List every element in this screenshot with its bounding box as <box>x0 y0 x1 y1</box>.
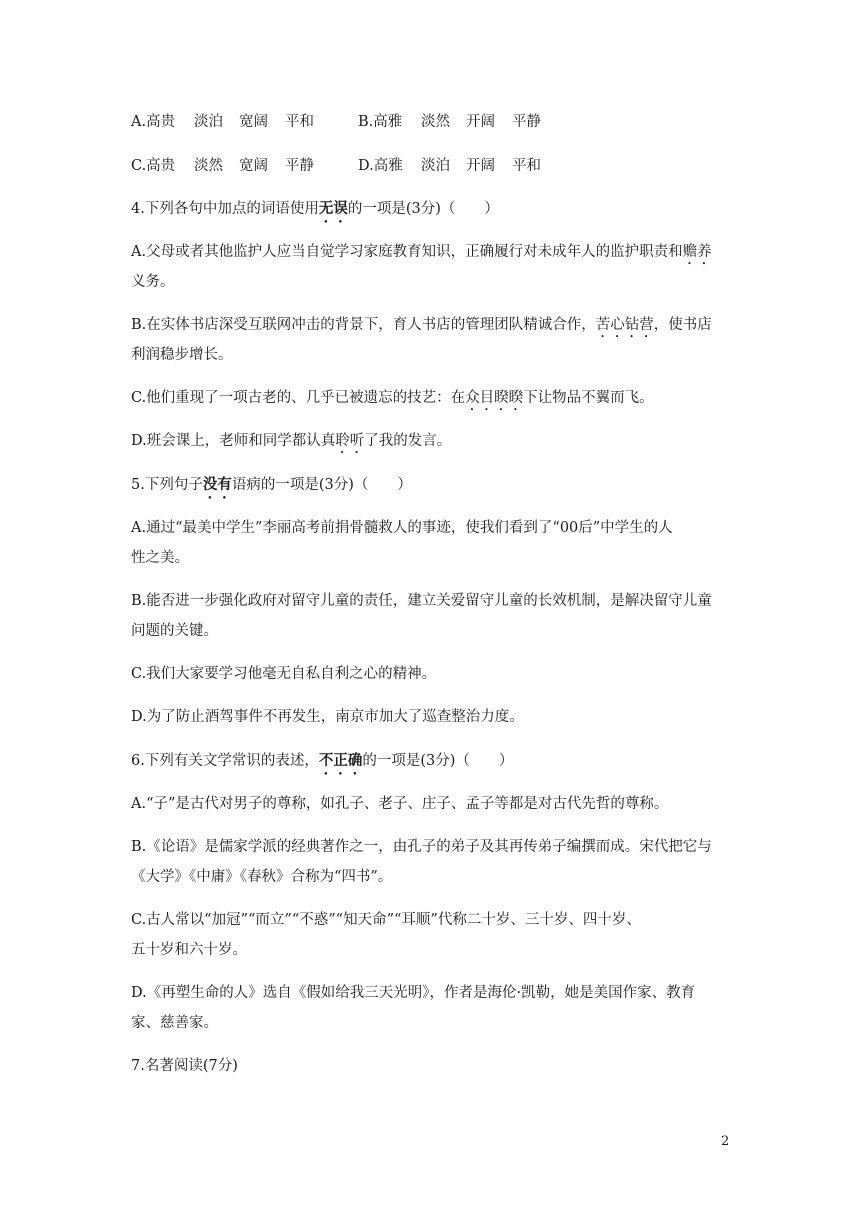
q3-option-c-label: C.高贵 <box>131 158 176 174</box>
q5-option-a: A.通过“最美中学生”李丽高考前捐骨髓救人的事迹，使我们看到了“00后”中学生的人 <box>131 520 673 536</box>
q3-option-c-word2: 宽阔 <box>239 158 268 174</box>
q4-stem-emphasis: 无误 <box>318 200 348 217</box>
q3-option-b-word1: 淡然 <box>421 114 450 130</box>
page-number: 2 <box>721 1134 730 1149</box>
q3-options-row-cd <box>131 157 741 175</box>
q4-option-b-continued: 利润稳步增长。 <box>131 347 233 363</box>
q4-option-b: B.在实体书店深受互联网冲击的背景下，育人书店的管理团队精诚合作，苦心钻营，使书店 <box>131 317 712 333</box>
q4-option-c: C.他们重现了一项古老的、几乎已被遗忘的技艺：在众目睽睽下让物品不翼而飞。 <box>131 390 654 406</box>
q5-option-d: D.为了防止酒驾事件不再发生，南京市加大了巡查整治力度。 <box>131 709 524 725</box>
q3-option-b-word3: 平静 <box>512 114 541 130</box>
q4-option-b-dotted-word: 苦心钻营 <box>595 317 654 333</box>
q5-option-a-continued: 性之美。 <box>131 550 189 566</box>
q5-stem: 5.下列句子没有语病的一项是(3分)（ ） <box>131 476 412 493</box>
q4-option-d-dotted-word: 聆听 <box>335 433 365 449</box>
q3-option-a-word1: 淡泊 <box>194 114 223 130</box>
q6-stem-emphasis: 不正确 <box>318 752 363 769</box>
q6-option-c-continued: 五十岁和六十岁。 <box>131 942 247 958</box>
q4-option-a-dotted-word: 赡养 <box>682 244 712 260</box>
q5-option-b-continued: 问题的关键。 <box>131 623 218 639</box>
q6-stem: 6.下列有关文学常识的表述，不正确的一项是(3分)（ ） <box>131 752 514 769</box>
q7-stem: 7.名著阅读(7分) <box>131 1058 238 1074</box>
q3-option-d-word2: 开阔 <box>466 158 495 174</box>
q6-option-b-continued: 《大学》《中庸》《春秋》合称为“四书”。 <box>131 869 393 885</box>
q6-option-b: B.《论语》是儒家学派的经典著作之一，由孔子的弟子及其再传弟子编撰而成。宋代把它与 <box>131 839 712 855</box>
q4-option-d: D.班会课上，老师和同学都认真聆听了我的发言。 <box>131 433 452 449</box>
q4-option-a: A.父母或者其他监护人应当自觉学习家庭教育知识，正确履行对未成年人的监护职责和赡养 <box>131 244 712 260</box>
q3-option-c-word1: 淡然 <box>194 158 223 174</box>
q6-option-a: A.“子”是古代对男子的尊称，如孔子、老子、庄子、孟子等都是对古代先哲的尊称。 <box>131 796 669 812</box>
q3-option-c-word3: 平静 <box>285 158 314 174</box>
q3-option-d-word3: 平和 <box>512 158 541 174</box>
q4-option-a-continued: 义务。 <box>131 274 175 290</box>
q6-option-d: D.《再塑生命的人》选自《假如给我三天光明》，作者是海伦·凯勒，她是美国作家、教育 <box>131 985 696 1001</box>
q3-option-a-word3: 平和 <box>285 114 314 130</box>
q3-option-d-word1: 淡泊 <box>421 158 450 174</box>
q4-option-c-dotted-word: 众目睽睽 <box>465 390 524 406</box>
q3-option-a-word2: 宽阔 <box>239 114 268 130</box>
q6-option-c: C.古人常以“加冠”“而立”“不惑”“知天命”“耳顺”代称二十岁、三十岁、四十岁、 <box>131 912 641 928</box>
q6-option-d-continued: 家、慈善家。 <box>131 1015 218 1031</box>
q4-stem: 4.下列各句中加点的词语使用无误的一项是(3分)（ ） <box>131 200 499 217</box>
q3-options-row-ab <box>131 113 741 131</box>
q5-option-b: B.能否进一步强化政府对留守儿童的责任，建立关爱留守儿童的长效机制，是解决留守儿童 <box>131 593 712 609</box>
q3-option-d-label: D.高雅 <box>358 158 403 174</box>
q3-option-a-label: A.高贵 <box>131 114 176 130</box>
q3-option-b-label: B.高雅 <box>358 114 403 130</box>
q5-stem-emphasis: 没有 <box>202 476 232 493</box>
q5-option-c: C.我们大家要学习他毫无自私自利之心的精神。 <box>131 666 437 682</box>
q3-option-b-word2: 开阔 <box>466 114 495 130</box>
